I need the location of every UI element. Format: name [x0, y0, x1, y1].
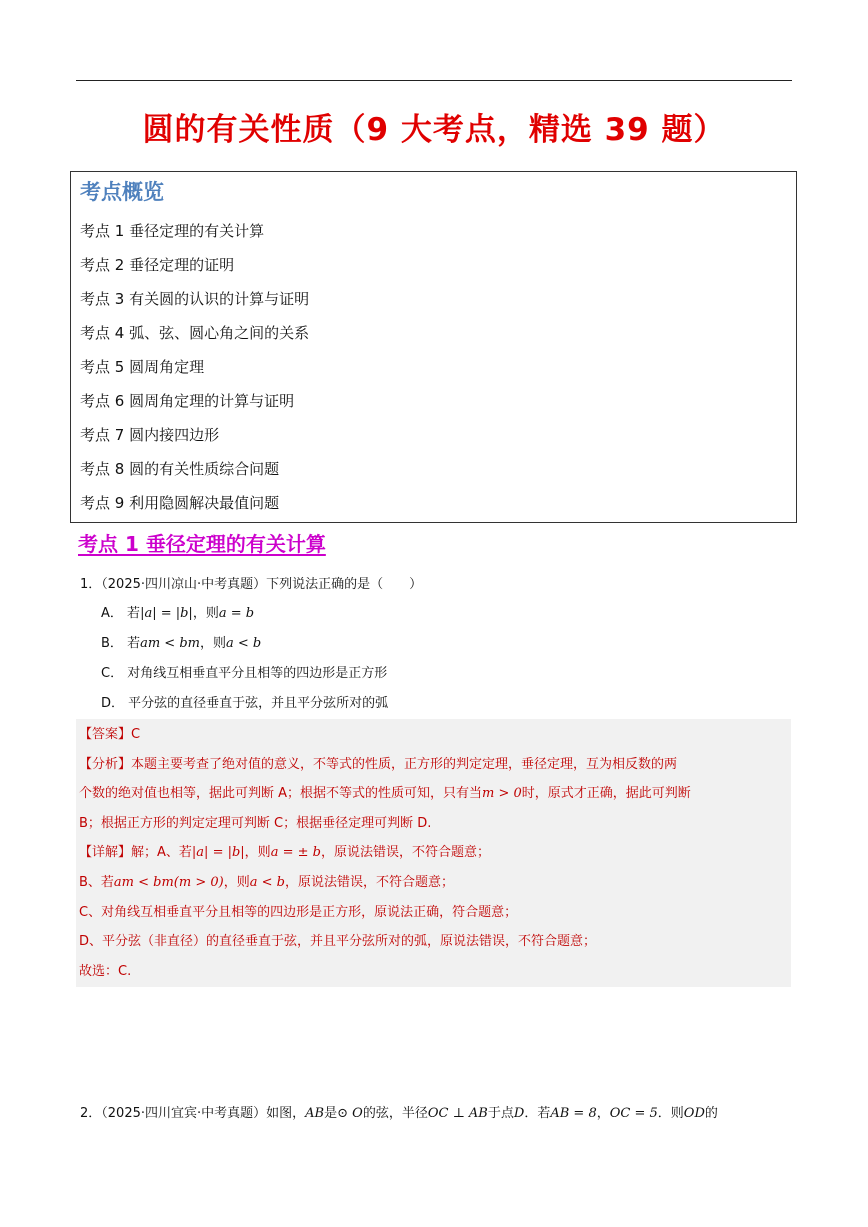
analysis-math: m > 0	[482, 786, 522, 801]
analysis-tag: 【分析】	[79, 757, 132, 772]
question-text: 于点	[487, 1106, 514, 1121]
question-math: OC = 5	[609, 1106, 658, 1121]
option-math: |a| = |b|	[140, 606, 193, 621]
question-math: OC ⊥ AB	[427, 1106, 488, 1121]
question-1-stem	[80, 573, 422, 592]
toc-item[interactable]: 考点 2 垂径定理的证明	[80, 256, 235, 274]
detail-line: 故选：C.	[79, 964, 132, 979]
option-text: 若	[127, 636, 141, 651]
answer-value: C	[131, 727, 141, 742]
page-title: 圆的有关性质（9 大考点，精选 39 题）	[142, 112, 726, 148]
question-math: ⊙ O	[337, 1106, 363, 1121]
option-c	[101, 662, 387, 681]
toc-item[interactable]: 考点 1 垂径定理的有关计算	[80, 222, 265, 240]
question-math: D	[513, 1106, 525, 1121]
detail-line	[79, 871, 454, 890]
detail-tag: 【详解】	[79, 845, 132, 860]
toc-item[interactable]: 考点 8 圆的有关性质综合问题	[80, 460, 280, 478]
detail-math: a < b	[249, 875, 285, 890]
toc-item[interactable]: 考点 3 有关圆的认识的计算与证明	[80, 290, 310, 308]
option-label: D．	[101, 696, 125, 711]
answer-tag: 【答案】	[79, 727, 132, 742]
option-label: A．	[101, 606, 123, 621]
toc-item[interactable]: 考点 5 圆周角定理	[80, 358, 205, 376]
toc-box	[70, 171, 797, 523]
detail-text: ，原说法错误，不符合题意；	[320, 845, 490, 860]
question-text: ．则	[657, 1106, 684, 1121]
question-text: 是	[324, 1106, 338, 1121]
analysis-line: B；根据正方形的判定定理可判断 C；根据垂径定理可判断 D.	[79, 816, 432, 831]
option-b	[101, 632, 261, 651]
detail-text: ，则	[223, 875, 250, 890]
detail-math: am < bm(m > 0)	[113, 875, 224, 890]
option-text: ，则	[192, 606, 219, 621]
option-label: C．	[101, 666, 124, 681]
answer-box	[76, 719, 791, 987]
question-text: ，	[596, 1106, 610, 1121]
question-text: 的	[704, 1106, 718, 1121]
analysis-line	[79, 753, 677, 772]
question-2-stem	[80, 1102, 718, 1121]
option-text: 若	[127, 606, 141, 621]
option-text: 平分弦的直径垂直于弦，并且平分弦所对的弧	[128, 696, 389, 711]
toc-item[interactable]: 考点 7 圆内接四边形	[80, 426, 220, 444]
toc-item[interactable]: 考点 9 利用隐圆解决最值问题	[80, 494, 280, 512]
option-d	[101, 692, 388, 711]
detail-line	[79, 841, 490, 860]
detail-text: ，则	[244, 845, 271, 860]
analysis-text: 时，原式才正确，据此可判断	[521, 786, 691, 801]
option-math: am < bm	[140, 636, 200, 651]
option-text: ，则	[199, 636, 226, 651]
option-label: B．	[101, 636, 123, 651]
toc-item[interactable]: 考点 4 弧、弦、圆心角之间的关系	[80, 324, 310, 342]
answer-line	[79, 723, 140, 742]
question-text: 如图，	[266, 1106, 306, 1121]
question-source: （2025·四川宜宾·中考真题）	[101, 1106, 267, 1121]
detail-math: a = ± b	[270, 845, 321, 860]
analysis-line	[79, 782, 691, 801]
option-a	[101, 602, 254, 621]
question-text: 下列说法正确的是（ ）	[266, 577, 423, 592]
question-text: ．若	[524, 1106, 551, 1121]
question-number: 1．	[80, 577, 102, 592]
section-title: 考点 1 垂径定理的有关计算	[78, 532, 326, 556]
detail-line: D、平分弦（非直径）的直径垂直于弦，并且平分弦所对的弧，原说法错误，不符合题意；	[79, 934, 597, 949]
detail-text: 解；A、若	[131, 845, 192, 860]
detail-line: C、对角线互相垂直平分且相等的四边形是正方形，原说法正确，符合题意；	[79, 905, 518, 920]
option-math: a = b	[218, 606, 255, 621]
detail-math: |a| = |b|	[191, 845, 245, 860]
option-math: a < b	[225, 636, 262, 651]
option-text: 对角线互相垂直平分且相等的四边形是正方形	[127, 666, 388, 681]
question-math: OD	[683, 1106, 705, 1121]
detail-text: ，原说法错误，不符合题意；	[284, 875, 454, 890]
analysis-text: 个数的绝对值也相等，据此可判断 A；根据不等式的性质可知，只有当	[79, 786, 483, 801]
toc-item[interactable]: 考点 6 圆周角定理的计算与证明	[80, 392, 295, 410]
question-number: 2．	[80, 1106, 102, 1121]
question-source: （2025·四川凉山·中考真题）	[101, 577, 267, 592]
detail-text: B、若	[79, 875, 114, 890]
question-math: AB	[305, 1106, 325, 1121]
question-text: 的弦，半径	[362, 1106, 428, 1121]
analysis-text: 本题主要考查了绝对值的意义，不等式的性质，正方形的判定定理，垂径定理，互为相反数的两	[131, 757, 678, 772]
question-math: AB = 8	[550, 1106, 597, 1121]
toc-heading: 考点概览	[80, 180, 164, 204]
header-rule	[76, 80, 792, 81]
